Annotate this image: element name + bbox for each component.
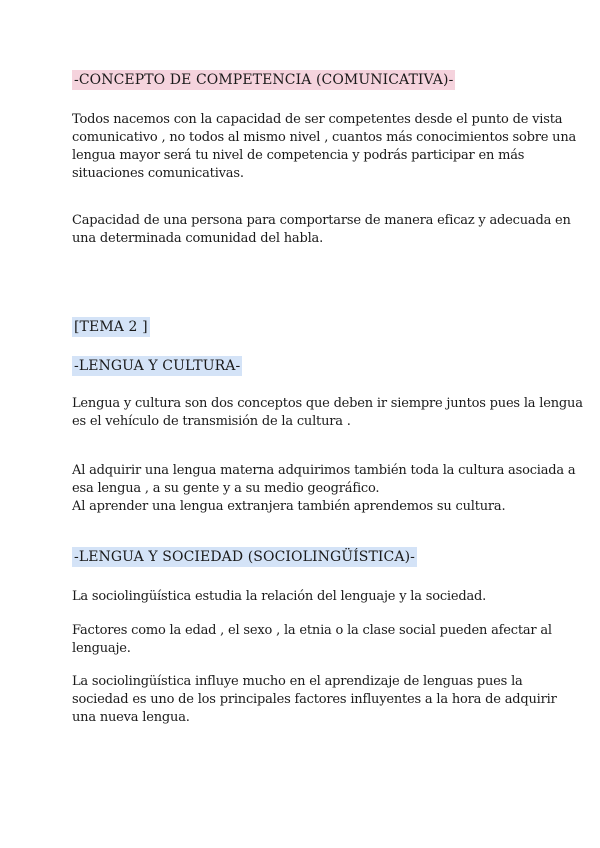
- text-line: Capacidad de una persona para comportarse de manera eficaz y adecuada en: [72, 213, 571, 228]
- paragraph-sociedad-3: [72, 673, 557, 727]
- paragraph-sociedad-1: [72, 588, 542, 606]
- text-line: La sociolingüística estudia la relación del lenguaje y la sociedad.: [72, 589, 487, 604]
- text-line: Al adquirir una lengua materna adquirimos también toda la cultura asociada a: [72, 463, 576, 478]
- heading-lengua-cultura: -LENGUA Y CULTURA-: [74, 358, 241, 374]
- text-line: Al aprender una lengua extranjera también aprendemos su cultura.: [72, 499, 506, 514]
- heading-lengua-sociedad: -LENGUA Y SOCIEDAD (SOCIOLINGÜÍSTICA)-: [74, 549, 415, 565]
- text-line: esa lengua , a su gente y a su medio geográfico.: [72, 481, 380, 496]
- text-line: lengua mayor será tu nivel de competencia y podrás participar en más: [72, 148, 525, 163]
- text-line: una nueva lengua.: [72, 710, 190, 725]
- text-line: lenguaje.: [72, 641, 131, 656]
- text-line: comunicativo , no todos al mismo nivel , cuantos más conocimientos sobre una: [72, 130, 577, 145]
- text-line: Factores como la edad , el sexo , la etnia o la clase social pueden afectar al: [72, 623, 552, 638]
- text-line: Todos nacemos con la capacidad de ser competentes desde el punto de vista: [72, 112, 563, 127]
- text-line: es el vehículo de transmisión de la cultura .: [72, 414, 351, 429]
- text-line: sociedad es uno de los principales factores influyentes a la hora de adquirir: [72, 692, 557, 707]
- text-line: Lengua y cultura son dos conceptos que deben ir siempre juntos pues la lengua: [72, 396, 583, 411]
- text-line: La sociolingüística influye mucho en el aprendizaje de lenguas pues la: [72, 674, 523, 689]
- tema-label: [TEMA 2 ]: [74, 319, 148, 335]
- paragraph-competencia-1: [72, 111, 577, 183]
- text-line: situaciones comunicativas.: [72, 166, 244, 181]
- text-line: una determinada comunidad del habla.: [72, 231, 324, 246]
- paragraph-competencia-2: [72, 212, 571, 248]
- paragraph-sociedad-2: [72, 622, 552, 658]
- heading-concepto-competencia: -CONCEPTO DE COMPETENCIA (COMUNICATIVA)-: [74, 72, 454, 88]
- paragraph-cultura-2: [72, 462, 576, 516]
- paragraph-cultura-1: [72, 395, 583, 431]
